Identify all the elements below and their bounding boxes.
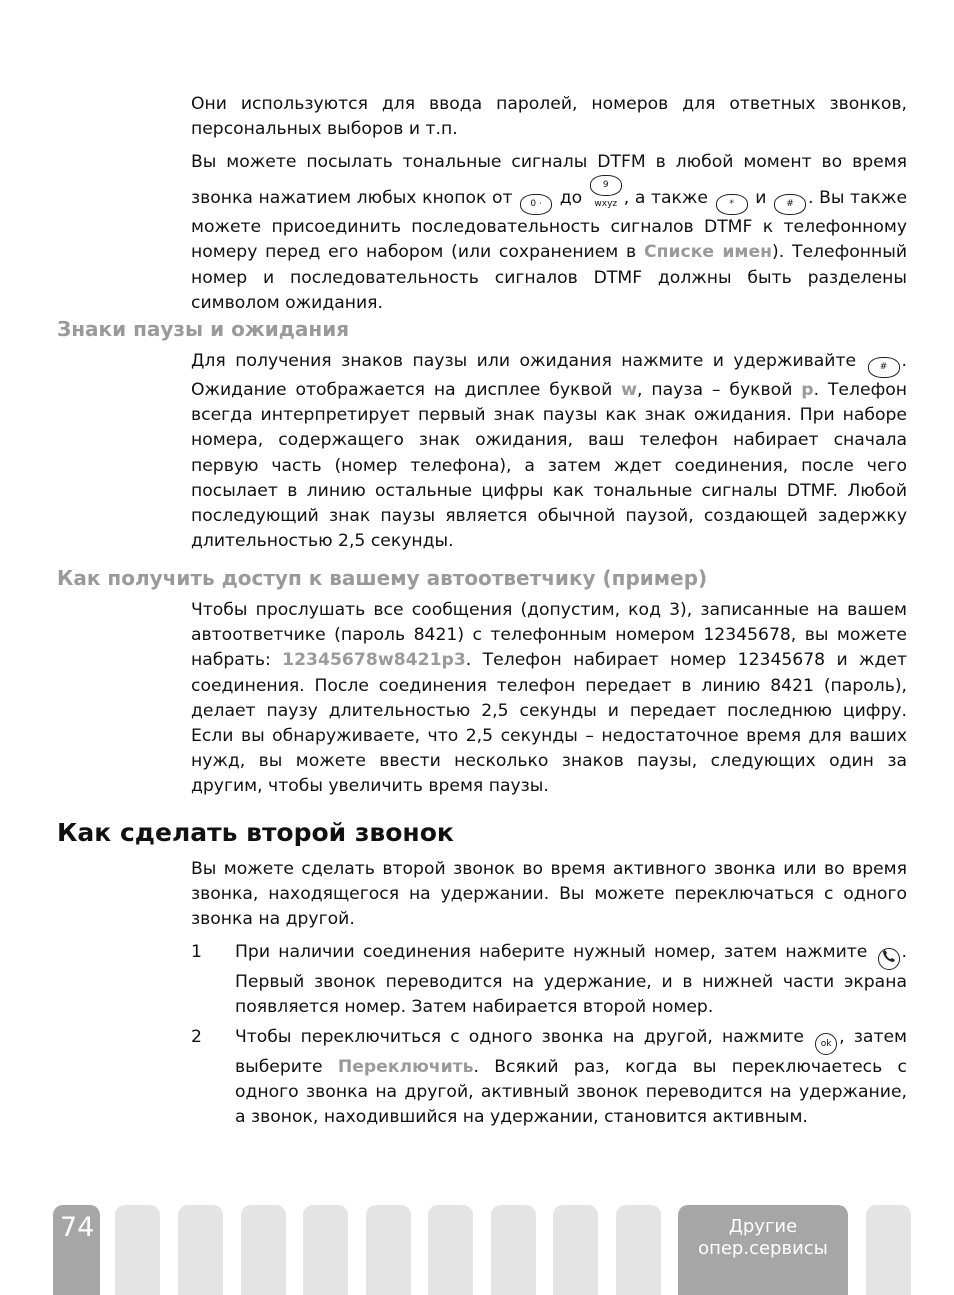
paragraph-pause-text-b: . Ожидание отображается на дисплее буквой: [191, 351, 907, 400]
paragraph-pause-text-c: , пауза – буквой: [637, 380, 793, 400]
chapter-tab[interactable]: [553, 1205, 598, 1295]
ok-key-icon: ok: [815, 1033, 837, 1055]
step-2-number: 2: [191, 1027, 202, 1047]
chapter-tab[interactable]: [428, 1205, 473, 1295]
chapter-tab[interactable]: [366, 1205, 411, 1295]
link-names-list: Списке имен: [644, 242, 772, 263]
page-number: 74: [60, 1212, 95, 1243]
key-0-icon: 0 ·: [520, 194, 552, 215]
step-1-text-b: . Первый звонок переводится на удержание, и в нижней части экрана появляется номер. Затем набирается второй номер.: [235, 942, 907, 1018]
dial-code: 12345678w8421p3: [282, 650, 466, 671]
heading-pause-wait: Знаки паузы и ожидания: [57, 317, 350, 341]
menu-switch: Переключить: [337, 1057, 474, 1077]
paragraph-usage: Они используются для ввода паролей, номеров для ответных звонков, персональных выборов и т.п.: [191, 94, 907, 140]
paragraph-dtmf-text-d: и: [755, 188, 767, 209]
key-hash-icon: #: [774, 194, 806, 215]
chapter-tab[interactable]: [616, 1205, 661, 1295]
chapter-tab[interactable]: [115, 1205, 160, 1295]
chapter-tab[interactable]: [303, 1205, 348, 1295]
paragraph-dtmf: [191, 150, 907, 316]
paragraph-second-call: Вы можете сделать второй звонок во время активного звонка или во время звонка, находящегося на удержании. Вы можете переключаться с одного звонка на другой.: [191, 859, 907, 930]
chapter-tab[interactable]: [178, 1205, 223, 1295]
step-2-text: [235, 1025, 907, 1131]
heading-voicemail-example: Как получить доступ к вашему автоответчику (пример): [57, 566, 708, 590]
paragraph-pause-text-a: Для получения знаков паузы или ожидания нажмите и удерживайте: [191, 351, 857, 371]
paragraph-dtmf-text-e: . Вы также можете присоединить последовательность сигналов DTMF к телефонному номеру перед его набором (или сохранением в: [191, 188, 908, 263]
paragraph-dtmf-text-b: до: [559, 188, 583, 209]
step-2-text-c: . Всякий раз, когда вы переключаетесь с одного звонка на другой, активный звонок переводится на удержание, а звонок, находившийся на удержании, становится активным.: [235, 1057, 907, 1128]
paragraph-dtmf-text-c: , а также: [623, 188, 708, 209]
paragraph-dtmf-text-f: ). Телефонный номер и последовательность сигналов DTMF должны быть разделены символом ожидания.: [191, 242, 908, 313]
symbol-pause: p: [801, 380, 814, 400]
heading-second-call: Как сделать второй звонок: [57, 818, 454, 847]
step-1-text-a: При наличии соединения наберите нужный номер, затем нажмите: [235, 942, 868, 962]
paragraph-voicemail: [191, 598, 907, 800]
call-key-icon: [878, 948, 900, 970]
paragraph-dtmf-text-a: Вы можете посылать тональные сигналы DTFM в любой момент во время звонка нажатием любых кнопок от: [191, 152, 907, 209]
current-section-label: [678, 1216, 848, 1260]
key-hash-icon: #: [868, 357, 900, 378]
chapter-tab[interactable]: [491, 1205, 536, 1295]
paragraph-voicemail-text-b: . Телефон набирает номер 12345678 и ждет соединения. После соединения телефон передает в линию 8421 (пароль), делает паузу длительностью 2,5 секунды и передает последнюю цифру. Если вы обнаруживаете, что 2,5 секунды – недостаточное время для ваших нужд, вы можете ввести несколько знаков паузы, следующих один за другим, чтобы увеличить время паузы.: [191, 650, 908, 797]
paragraph-voicemail-text-a: Чтобы прослушать все сообщения (допустим, код 3), записанные на вашем автоответчике (пароль 8421) с телефонным номером 12345678, вы можете набрать:: [191, 600, 907, 671]
step-2-text-a: Чтобы переключиться с одного звонка на другой, нажмите: [235, 1027, 804, 1047]
step-1-text: [235, 940, 907, 1020]
key-star-icon: *: [716, 194, 748, 215]
chapter-tab[interactable]: [866, 1205, 911, 1295]
section-label-line1: Другие: [728, 1216, 798, 1237]
section-label-line2: опер.сервисы: [698, 1238, 828, 1259]
key-9-icon: 9 wxyz: [590, 175, 622, 196]
paragraph-pause: [191, 349, 907, 554]
symbol-wait: w: [621, 380, 638, 400]
step-1-number: 1: [191, 942, 202, 962]
chapter-tab[interactable]: [241, 1205, 286, 1295]
step-2-text-b: , затем выберите: [235, 1027, 908, 1077]
paragraph-pause-text-d: . Телефон всегда интерпретирует первый знак паузы как знак ожидания. При наборе номера, содержащего знак ожидания, ваш телефон набирает сначала первую часть (номер телефона), а затем ждет соединения, после чего посылает в линию остальные цифры как тональные сигналы DTMF. Любой последующий знак паузы является обычной паузой, создающей задержку длительностью 2,5 секунды.: [191, 380, 908, 552]
